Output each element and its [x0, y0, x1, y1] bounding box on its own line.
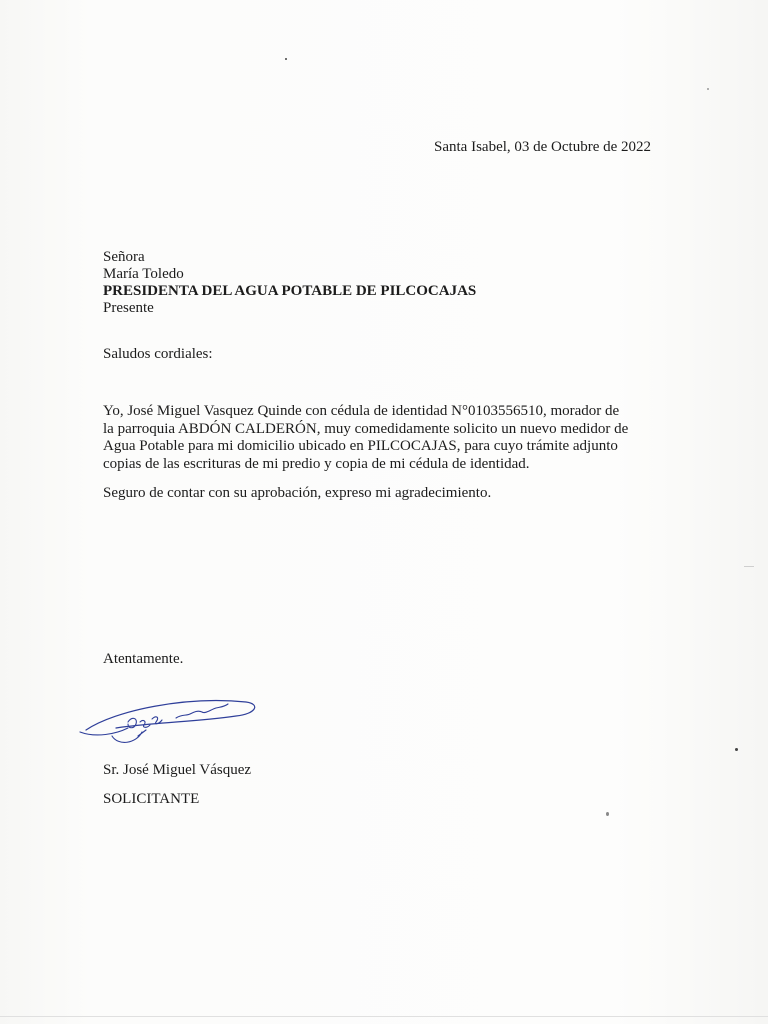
- signer-name: Sr. José Miguel Vásquez: [103, 762, 252, 778]
- body-line: copias de las escrituras de mi predio y copia de mi cédula de identidad.: [103, 455, 530, 472]
- handwritten-signature: [76, 692, 261, 750]
- recipient-name: María Toledo: [103, 266, 184, 282]
- recipient-salutation: Señora: [103, 249, 145, 265]
- greeting: Saludos cordiales:: [103, 346, 213, 362]
- presente-line: Presente: [103, 300, 154, 316]
- scan-speck: [707, 88, 709, 90]
- farewell: Atentamente.: [103, 651, 184, 667]
- body-line: la parroquia ABDÓN CALDERÓN, muy comedidamente solicito un nuevo medidor de: [103, 420, 629, 437]
- body-line: Yo, José Miguel Vasquez Quinde con cédula de identidad N°0103556510, morador de: [103, 403, 620, 419]
- signer-role: SOLICITANTE: [103, 791, 200, 807]
- scan-speck: [285, 58, 287, 60]
- date-line: Santa Isabel, 03 de Octubre de 2022: [434, 139, 652, 155]
- scan-edge-mark: [744, 566, 754, 567]
- scan-speck: [606, 812, 609, 816]
- scan-bottom-edge: [0, 1016, 768, 1017]
- body-paragraph: [103, 403, 663, 473]
- body-line: Agua Potable para mi domicilio ubicado en PILCOCAJAS, para cuyo trámite adjunto: [103, 438, 618, 454]
- scan-speck: [735, 748, 738, 751]
- closing-sentence: Seguro de contar con su aprobación, expreso mi agradecimiento.: [103, 485, 492, 501]
- recipient-role: PRESIDENTA DEL AGUA POTABLE DE PILCOCAJAS: [103, 283, 477, 299]
